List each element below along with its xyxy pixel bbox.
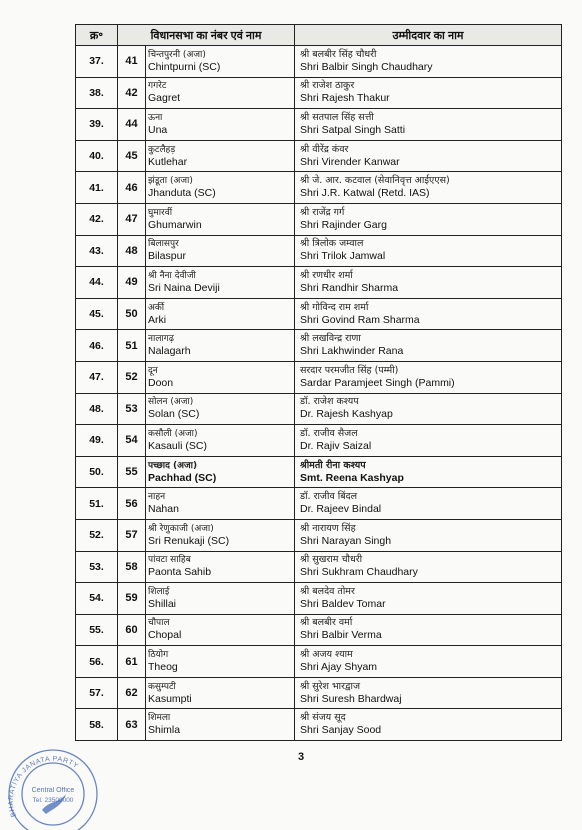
candidate-name-english: Dr. Rajesh Kashyap <box>300 408 393 421</box>
candidate-name <box>295 140 562 172</box>
candidate-name-english: Shri Suresh Bhardwaj <box>300 692 402 705</box>
constituency-name-hindi: घुमारवीं <box>148 207 173 218</box>
candidate-name-english: Shri Randhir Sharma <box>300 281 399 294</box>
constituency-number: 62 <box>118 677 146 709</box>
serial-number: 42. <box>76 203 118 235</box>
table-row <box>76 330 562 362</box>
constituency-name-english: Kasumpti <box>148 692 192 705</box>
constituency-name <box>146 172 295 204</box>
candidate-name <box>295 646 562 678</box>
candidate-name-english: Shri Balbir Verma <box>300 629 382 642</box>
candidate-name <box>295 172 562 204</box>
serial-number: 49. <box>76 425 118 457</box>
table-row <box>76 109 562 141</box>
constituency-name-english: Chopal <box>148 629 182 642</box>
constituency-number: 47 <box>118 203 146 235</box>
candidate-name-hindi: श्री बलबीर वर्मा <box>300 617 353 629</box>
constituency-name <box>146 140 295 172</box>
constituency-name-english: Kutlehar <box>148 155 188 168</box>
constituency-name-hindi: झंडूता (अजा) <box>148 176 193 187</box>
constituency-number: 52 <box>118 361 146 393</box>
constituency-number: 53 <box>118 393 146 425</box>
candidate-name-hindi: डॉ. राजेश कश्यप <box>300 396 359 408</box>
constituency-name-hindi: बिलासपुर <box>148 239 179 250</box>
page-number: 3 <box>298 751 305 763</box>
candidate-name-english: Shri Ajay Shyam <box>300 661 378 674</box>
table-row <box>76 46 562 78</box>
candidate-name-english: Shri Lakhwinder Rana <box>300 345 404 358</box>
serial-number: 48. <box>76 393 118 425</box>
candidate-name-english: Dr. Rajiv Saizal <box>300 439 372 452</box>
candidate-name-english: Shri Trilok Jamwal <box>300 250 386 263</box>
constituency-number: 48 <box>118 235 146 267</box>
candidate-name <box>295 77 562 109</box>
serial-number: 41. <box>76 172 118 204</box>
table-body <box>76 46 562 741</box>
constituency-number: 49 <box>118 267 146 299</box>
constituency-name-hindi: चौपाल <box>148 618 170 629</box>
constituency-number: 50 <box>118 298 146 330</box>
constituency-name <box>146 298 295 330</box>
constituency-number: 55 <box>118 456 146 488</box>
constituency-name <box>146 646 295 678</box>
candidate-name-english: Shri Sukhram Chaudhary <box>300 566 418 579</box>
candidate-name-hindi: श्री सुरेश भारद्वाज <box>300 680 360 692</box>
candidate-table <box>75 24 562 741</box>
table-row <box>76 583 562 615</box>
constituency-number: 44 <box>118 109 146 141</box>
candidate-name-english: Shri Narayan Singh <box>300 534 392 547</box>
table-row <box>76 172 562 204</box>
constituency-number: 60 <box>118 614 146 646</box>
constituency-name-hindi: पच्छाद (अजा) <box>148 460 198 471</box>
table-row <box>76 677 562 709</box>
candidate-name-english: Dr. Rajeev Bindal <box>300 503 382 516</box>
table-row <box>76 614 562 646</box>
candidate-name-hindi: सरदार परमजीत सिंह (पम्मी) <box>300 364 399 376</box>
constituency-name-english: Ghumarwin <box>148 218 202 231</box>
table-row <box>76 488 562 520</box>
svg-text:Central Office: Central Office <box>31 787 75 794</box>
serial-number: 45. <box>76 298 118 330</box>
serial-number: 53. <box>76 551 118 583</box>
constituency-name-english: Chintpurni (SC) <box>148 60 221 73</box>
constituency-name-english: Pachhad (SC) <box>148 471 217 484</box>
candidate-name-hindi: श्री अजय श्याम <box>300 649 353 661</box>
candidate-name-english: Shri Virender Kanwar <box>300 155 400 168</box>
candidate-name <box>295 267 562 299</box>
constituency-name-english: Nalagarh <box>148 345 191 358</box>
constituency-name <box>146 425 295 457</box>
serial-number: 50. <box>76 456 118 488</box>
constituency-name-english: Una <box>148 123 168 136</box>
constituency-number: 42 <box>118 77 146 109</box>
constituency-name-english: Solan (SC) <box>148 408 200 421</box>
candidate-name-hindi: डॉ. राजीव सैजल <box>300 427 358 439</box>
constituency-name <box>146 203 295 235</box>
constituency-name <box>146 330 295 362</box>
constituency-name <box>146 488 295 520</box>
constituency-number: 58 <box>118 551 146 583</box>
candidate-name-hindi: श्री लखविन्द्र राणा <box>300 333 361 345</box>
serial-number: 58. <box>76 709 118 741</box>
constituency-name-hindi: चिन्तपुरनी (अजा) <box>148 49 206 60</box>
serial-number: 44. <box>76 267 118 299</box>
serial-number: 55. <box>76 614 118 646</box>
candidate-name-hindi: श्री गोविन्द राम शर्मा <box>300 301 369 313</box>
constituency-name-hindi: नाहन <box>148 492 166 503</box>
constituency-name <box>146 267 295 299</box>
header-serial: क्र॰ <box>76 25 118 46</box>
constituency-number: 57 <box>118 519 146 551</box>
constituency-name-english: Jhanduta (SC) <box>148 187 216 200</box>
constituency-name <box>146 361 295 393</box>
candidate-name-english: Shri Baldev Tomar <box>300 597 386 610</box>
table-row <box>76 267 562 299</box>
constituency-name-hindi: कसुम्पटी <box>148 681 176 692</box>
constituency-name-hindi: नालागढ़ <box>148 334 174 345</box>
serial-number: 52. <box>76 519 118 551</box>
table-row <box>76 235 562 267</box>
candidate-name-english: Shri Balbir Singh Chaudhary <box>300 60 433 73</box>
constituency-name-hindi: अर्की <box>148 302 165 313</box>
constituency-number: 61 <box>118 646 146 678</box>
constituency-name-hindi: गगरेट <box>148 81 167 92</box>
table-row <box>76 709 562 741</box>
constituency-name-hindi: शिलाई <box>148 586 170 597</box>
constituency-name <box>146 551 295 583</box>
constituency-name-english: Paonta Sahib <box>148 566 212 579</box>
constituency-name-english: Shillai <box>148 597 177 610</box>
constituency-name <box>146 614 295 646</box>
constituency-name <box>146 456 295 488</box>
constituency-name-english: Nahan <box>148 503 179 516</box>
constituency-name-english: Kasauli (SC) <box>148 439 207 452</box>
constituency-name-english: Shimla <box>148 724 181 737</box>
constituency-name <box>146 235 295 267</box>
constituency-name <box>146 393 295 425</box>
table-header-row <box>76 25 562 46</box>
serial-number: 37. <box>76 46 118 78</box>
constituency-name <box>146 677 295 709</box>
constituency-name-hindi: सोलन (अजा) <box>148 397 194 408</box>
constituency-number: 54 <box>118 425 146 457</box>
candidate-name-english: Shri Rajinder Garg <box>300 218 387 231</box>
candidate-name-hindi: श्री त्रिलोक जम्वाल <box>300 238 364 250</box>
candidate-name <box>295 583 562 615</box>
candidate-name-english: Shri Rajesh Thakur <box>300 92 390 105</box>
candidate-name <box>295 298 562 330</box>
serial-number: 43. <box>76 235 118 267</box>
serial-number: 51. <box>76 488 118 520</box>
header-candidate: उम्मीदवार का नाम <box>295 25 562 46</box>
candidate-name-hindi: श्री नारायण सिंह <box>300 522 356 534</box>
table-row <box>76 298 562 330</box>
candidate-name-hindi: श्री संजय सूद <box>300 712 346 724</box>
candidate-name <box>295 235 562 267</box>
serial-number: 40. <box>76 140 118 172</box>
constituency-name-hindi: श्री रेणुकाजी (अजा) <box>148 523 214 534</box>
candidate-name-english: Smt. Reena Kashyap <box>300 471 404 484</box>
constituency-name <box>146 46 295 78</box>
constituency-name <box>146 583 295 615</box>
serial-number: 46. <box>76 330 118 362</box>
constituency-name-english: Theog <box>148 661 178 674</box>
candidate-name-hindi: श्री बलदेव तोमर <box>300 585 355 597</box>
table-row <box>76 646 562 678</box>
candidate-name-english: Shri J.R. Katwal (Retd. IAS) <box>300 187 430 200</box>
constituency-name-english: Arki <box>148 313 167 326</box>
candidate-name-hindi: श्री जे. आर. कटवाल (सेवानिवृत्त आईएएस) <box>300 175 450 187</box>
candidate-name-hindi: श्रीमती रीना कश्यप <box>300 459 366 471</box>
table-row <box>76 425 562 457</box>
serial-number: 38. <box>76 77 118 109</box>
serial-number: 39. <box>76 109 118 141</box>
candidate-name-hindi: श्री रणधीर शर्मा <box>300 269 353 281</box>
constituency-number: 41 <box>118 46 146 78</box>
constituency-name-hindi: ठियोग <box>148 650 169 661</box>
constituency-name-hindi: कसौली (अजा) <box>148 428 198 439</box>
candidate-name-hindi: श्री वीरेंद्र कंवर <box>300 143 349 155</box>
candidate-name <box>295 330 562 362</box>
candidate-name <box>295 488 562 520</box>
table-row <box>76 393 562 425</box>
constituency-name <box>146 519 295 551</box>
constituency-number: 63 <box>118 709 146 741</box>
table-row <box>76 77 562 109</box>
candidate-name-english: Shri Satpal Singh Satti <box>300 123 406 136</box>
constituency-name-hindi: पांवटा साहिब <box>148 555 191 566</box>
serial-number: 47. <box>76 361 118 393</box>
candidate-name-hindi: श्री सुखराम चौधरी <box>300 554 363 566</box>
constituency-name-english: Doon <box>148 376 174 389</box>
candidate-name-english: Shri Sanjay Sood <box>300 724 382 737</box>
candidate-name <box>295 614 562 646</box>
table-row <box>76 456 562 488</box>
constituency-name <box>146 77 295 109</box>
candidate-name-hindi: श्री बलबीर सिंह चौधरी <box>300 48 377 60</box>
svg-text:BHARATIYA JANATA PARTY: BHARATIYA JANATA PARTY <box>7 755 80 818</box>
candidate-name <box>295 203 562 235</box>
candidate-name <box>295 519 562 551</box>
candidate-name-english: Shri Govind Ram Sharma <box>300 313 420 326</box>
candidate-name <box>295 393 562 425</box>
serial-number: 57. <box>76 677 118 709</box>
constituency-number: 56 <box>118 488 146 520</box>
table-row <box>76 203 562 235</box>
constituency-name-hindi: श्री नैना देवीजी <box>148 270 196 281</box>
header-constituency: विधानसभा का नंबर एवं नाम <box>118 25 295 46</box>
constituency-number: 45 <box>118 140 146 172</box>
candidate-name <box>295 456 562 488</box>
constituency-name <box>146 109 295 141</box>
constituency-name-english: Gagret <box>148 92 181 105</box>
candidate-name <box>295 361 562 393</box>
serial-number: 54. <box>76 583 118 615</box>
candidate-name-hindi: श्री राजेंद्र गर्ग <box>300 206 345 218</box>
candidate-name <box>295 677 562 709</box>
constituency-name-hindi: ऊना <box>148 112 163 123</box>
constituency-name-hindi: दून <box>148 365 158 376</box>
constituency-name <box>146 709 295 741</box>
table-row <box>76 361 562 393</box>
candidate-name <box>295 551 562 583</box>
constituency-name-english: Sri Renukaji (SC) <box>148 534 230 547</box>
svg-text:Tel. 23500000: Tel. 23500000 <box>32 797 74 804</box>
table-row <box>76 551 562 583</box>
table-row <box>76 519 562 551</box>
candidate-name-hindi: श्री सतपाल सिंह सत्ती <box>300 111 374 123</box>
candidate-name-hindi: डॉ. राजीव बिंदल <box>300 491 358 503</box>
serial-number: 56. <box>76 646 118 678</box>
constituency-number: 51 <box>118 330 146 362</box>
constituency-name-english: Sri Naina Deviji <box>148 281 220 294</box>
party-seal-stamp <box>2 742 104 830</box>
constituency-name-hindi: कुटलैहड़ <box>148 144 176 155</box>
constituency-name-hindi: शिमला <box>148 713 171 724</box>
candidate-name <box>295 425 562 457</box>
table-row <box>76 140 562 172</box>
candidate-name <box>295 709 562 741</box>
constituency-number: 46 <box>118 172 146 204</box>
candidate-name-english: Sardar Paramjeet Singh (Pammi) <box>300 376 455 389</box>
constituency-number: 59 <box>118 583 146 615</box>
candidate-name <box>295 46 562 78</box>
constituency-name-english: Bilaspur <box>148 250 186 263</box>
candidate-name-hindi: श्री राजेश ठाकुर <box>300 80 355 92</box>
candidate-name <box>295 109 562 141</box>
